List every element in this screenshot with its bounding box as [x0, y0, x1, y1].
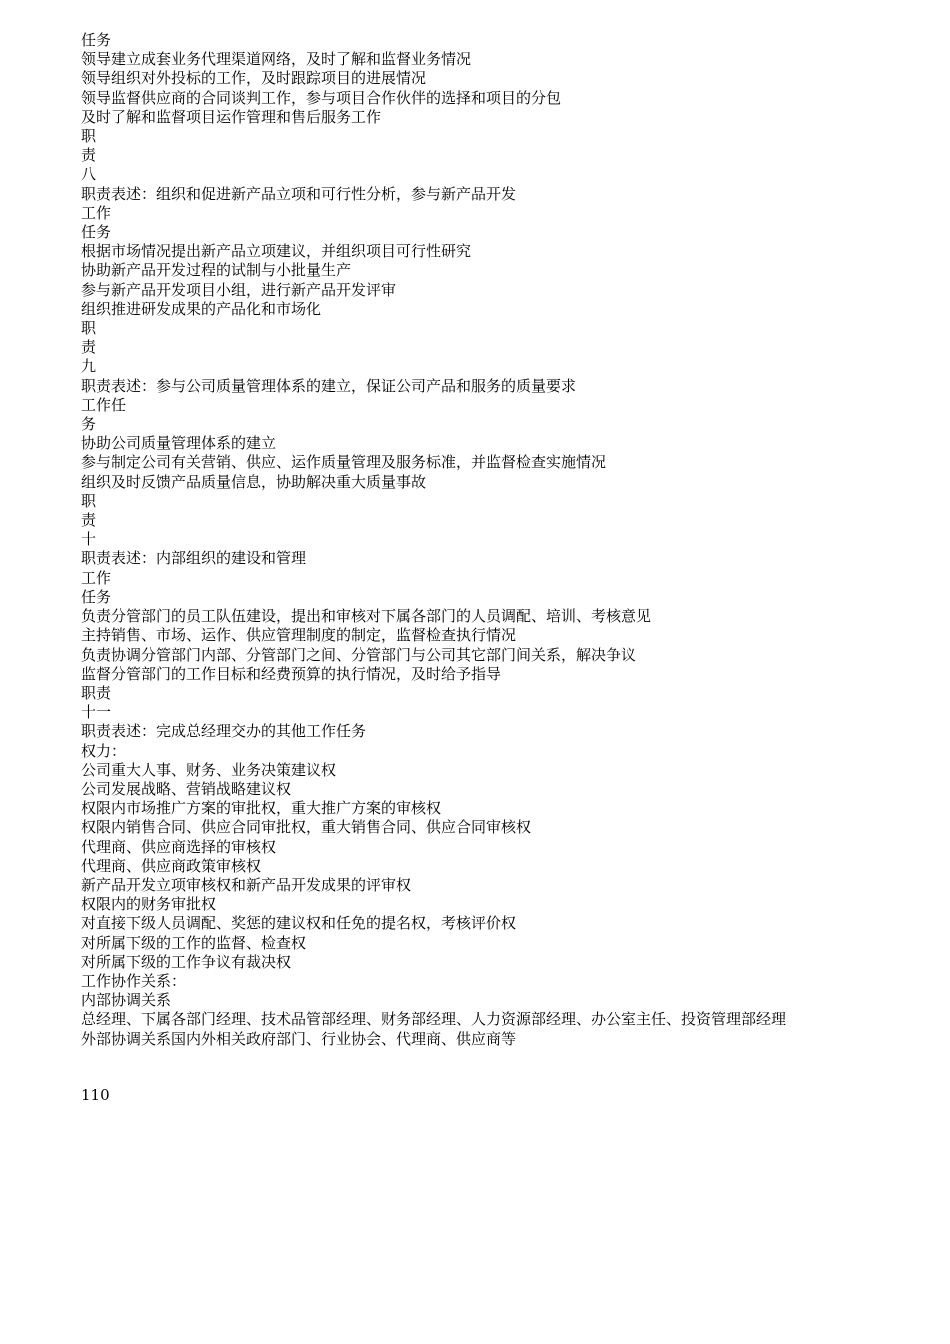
text-line: 职责表述：完成总经理交办的其他工作任务	[81, 722, 367, 741]
text-line: 总经理、下属各部门经理、技术品管部经理、财务部经理、人力资源部经理、办公室主任、投资管理部经理	[81, 1010, 787, 1029]
text-line: 对所属下级的工作的监督、检查权	[81, 933, 307, 952]
text-line: 领导建立成套业务代理渠道网络，及时了解和监督业务情况	[81, 50, 472, 69]
text-line: 代理商、供应商选择的审核权	[81, 837, 277, 856]
text-line: 职	[81, 491, 97, 510]
text-line: 协助公司质量管理体系的建立	[81, 434, 277, 453]
text-line: 责	[81, 146, 97, 165]
text-line: 职	[81, 319, 97, 338]
text-line: 协助新产品开发过程的试制与小批量生产	[81, 261, 352, 280]
text-line: 十一	[81, 703, 112, 722]
text-line: 务	[81, 415, 97, 434]
text-line: 八	[81, 165, 97, 184]
text-line: 责	[81, 338, 97, 357]
text-line: 职责表述：组织和促进新产品立项和可行性分析，参与新产品开发	[81, 184, 517, 203]
text-line: 权限内的财务审批权	[81, 895, 217, 914]
text-line: 领导组织对外投标的工作，及时跟踪项目的进展情况	[81, 69, 427, 88]
text-line: 组织推进研发成果的产品化和市场化	[81, 299, 322, 318]
text-line: 九	[81, 357, 97, 376]
text-line: 任务	[81, 31, 112, 49]
text-line: 职责表述：内部组织的建设和管理	[81, 549, 307, 568]
text-line: 公司重大人事、财务、业务决策建议权	[81, 760, 337, 779]
text-line: 监督分管部门的工作目标和经费预算的执行情况，及时给予指导	[81, 664, 502, 683]
text-line: 参与制定公司有关营销、供应、运作质量管理及服务标准，并监督检查实施情况	[81, 453, 607, 472]
text-line: 公司发展战略、营销战略建议权	[81, 779, 292, 798]
text-line: 权限内市场推广方案的审批权，重大推广方案的审核权	[81, 799, 442, 818]
text-line: 权限内销售合同、供应合同审批权，重大销售合同、供应合同审核权	[81, 818, 532, 837]
text-line: 对直接下级人员调配、奖惩的建议权和任免的提名权，考核评价权	[81, 914, 517, 933]
text-line: 及时了解和监督项目运作管理和售后服务工作	[81, 107, 382, 126]
text-line: 权力：	[81, 741, 127, 760]
text-line: 任务	[81, 223, 112, 242]
text-line: 工作	[81, 568, 112, 587]
text-line: 对所属下级的工作争议有裁决权	[81, 952, 292, 971]
text-line: 职	[81, 127, 97, 146]
text-line: 负责协调分管部门内部、分管部门之间、分管部门与公司其它部门间关系，解决争议	[81, 645, 637, 664]
text-line: 工作任	[81, 395, 127, 414]
text-line: 职责表述：参与公司质量管理体系的建立，保证公司产品和服务的质量要求	[81, 376, 577, 395]
text-line: 新产品开发立项审核权和新产品开发成果的评审权	[81, 875, 412, 894]
text-line: 十	[81, 530, 97, 549]
text-line: 根据市场情况提出新产品立项建议，并组织项目可行性研究	[81, 242, 472, 261]
text-line: 工作协作关系：	[81, 971, 187, 990]
text-line: 领导监督供应商的合同谈判工作，参与项目合作伙伴的选择和项目的分包	[81, 88, 562, 107]
text-line: 负责分管部门的员工队伍建设，提出和审核对下属各部门的人员调配、培训、考核意见	[81, 607, 652, 626]
text-line: 组织及时反馈产品质量信息，协助解决重大质量事故	[81, 472, 427, 491]
text-line: 责	[81, 511, 97, 530]
page-number: 110	[81, 1086, 110, 1104]
text-line: 工作	[81, 203, 112, 222]
text-line: 代理商、供应商政策审核权	[81, 856, 262, 875]
text-line: 职责	[81, 683, 112, 702]
text-line: 内部协调关系	[81, 991, 172, 1010]
text-line: 外部协调关系国内外相关政府部门、行业协会、代理商、供应商等	[81, 1029, 517, 1048]
text-line: 参与新产品开发项目小组，进行新产品开发评审	[81, 280, 397, 299]
text-line: 主持销售、市场、运作、供应管理制度的制定，监督检查执行情况	[81, 626, 517, 645]
text-line: 任务	[81, 587, 112, 606]
document-body	[81, 31, 856, 1049]
